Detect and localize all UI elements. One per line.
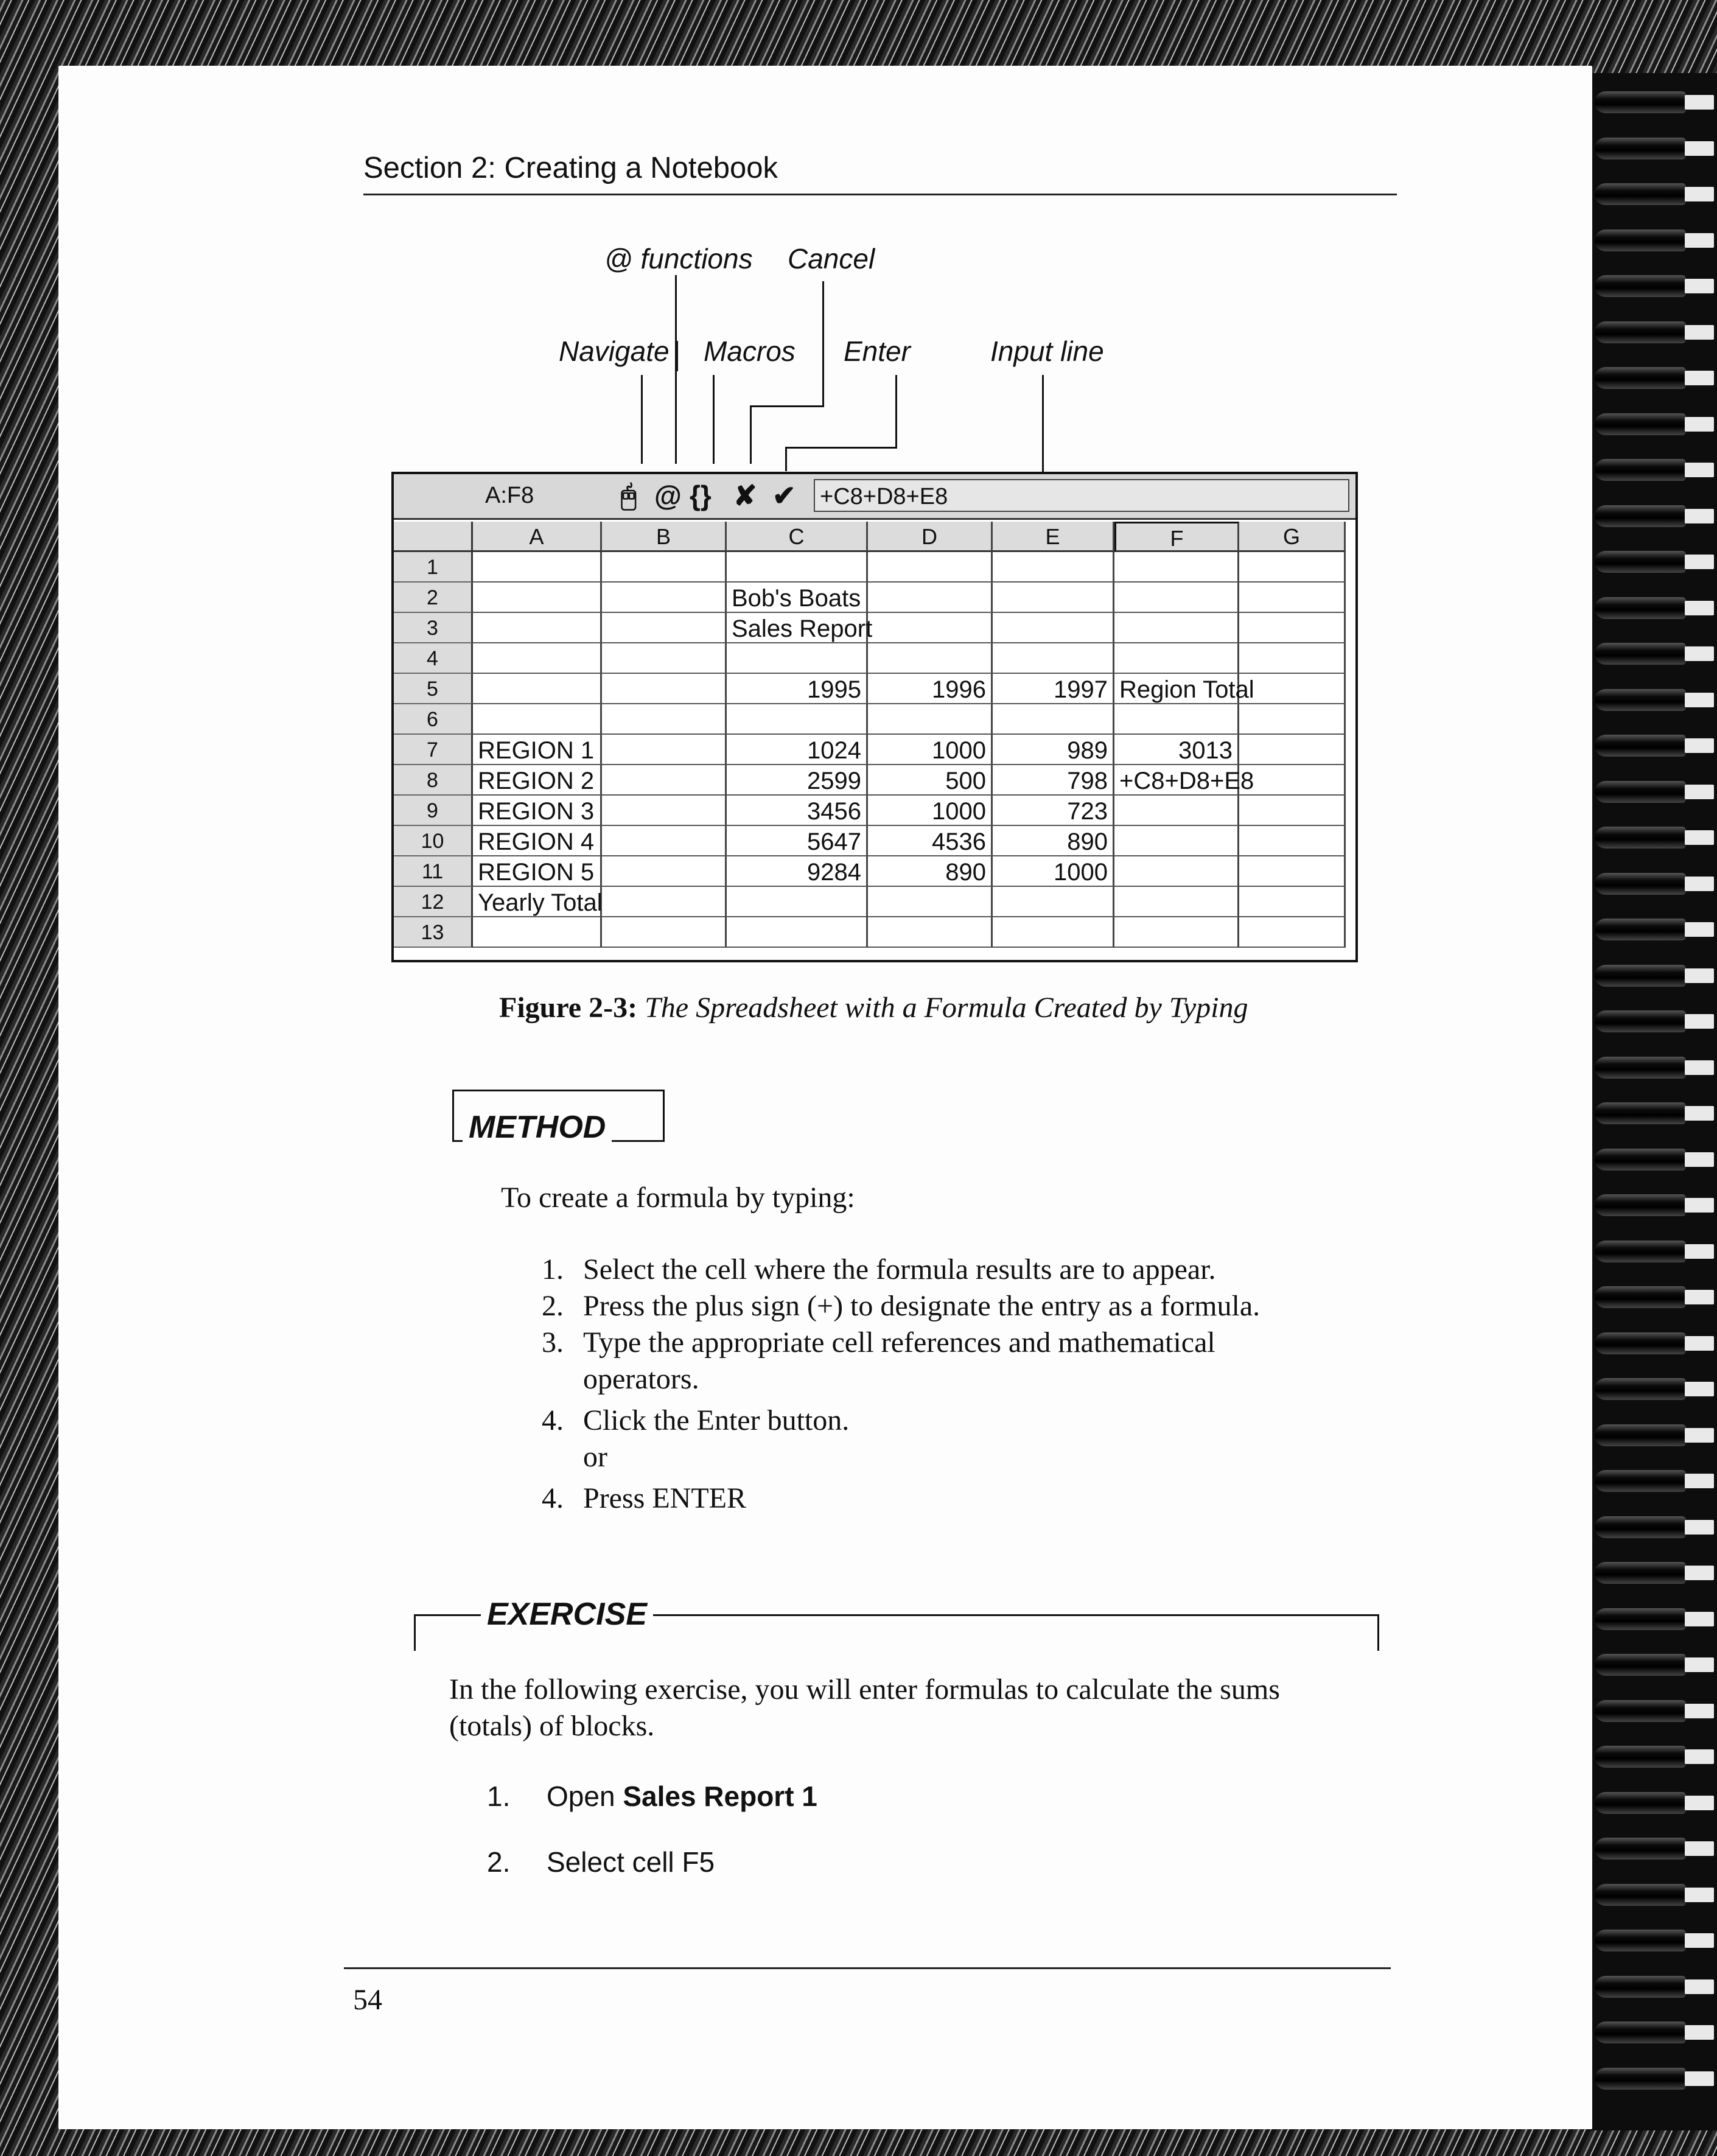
leader-input-line [1042,375,1044,485]
column-header-d[interactable]: D [868,522,993,552]
cell-e2[interactable] [993,583,1114,613]
formula-bar [394,474,1355,520]
cell-a2[interactable] [473,583,602,613]
input-line-field[interactable]: +C8+D8+E8 [814,479,1349,512]
exercise-intro-line2: (totals) of blocks. [449,1710,655,1742]
binding-ring [1595,1884,1686,1906]
row-header-6[interactable]: 6 [394,704,473,735]
callout-enter: Enter [844,335,911,367]
binding-ring [1595,367,1686,389]
cell-c3[interactable]: Sales Report [727,613,868,643]
row-header-11[interactable]: 11 [394,856,473,887]
cell-d11[interactable]: 890 [868,856,993,887]
exercise-step-1-text: Open [547,1780,623,1812]
cell-g2[interactable] [1239,583,1346,613]
cell-d9[interactable]: 1000 [868,796,993,826]
cell-e5[interactable]: 1997 [993,674,1114,704]
cell-a7[interactable]: REGION 1 [473,735,602,765]
cell-a4[interactable] [473,643,602,674]
cell-c8[interactable]: 2599 [727,765,868,796]
binding-ring [1595,459,1686,481]
cell-c7[interactable]: 1024 [727,735,868,765]
binding-ring [1595,1930,1686,1951]
cell-b8[interactable] [602,765,727,796]
page-number: 54 [353,1984,382,2016]
exercise-rule-left [414,1614,416,1651]
cell-f9[interactable] [1114,796,1239,826]
callout-cancel: Cancel [788,243,875,275]
cell-f5[interactable]: Region Total [1114,674,1239,704]
leader-cancel-horizontal [750,405,824,407]
cell-g7[interactable] [1239,735,1346,765]
row-header-8[interactable]: 8 [394,765,473,796]
row-header-5[interactable]: 5 [394,674,473,704]
cell-e10[interactable]: 890 [993,826,1114,856]
binding-ring [1595,919,1686,940]
exercise-intro-line1: In the following exercise, you will enter formulas to calculate the sums [449,1673,1280,1706]
cell-reference-box[interactable]: A:F8 [485,483,534,508]
cell-d5[interactable]: 1996 [868,674,993,704]
cell-c4[interactable] [727,643,868,674]
binding-ring [1595,321,1686,343]
binding-ring [1595,1010,1686,1032]
binding-ring [1595,1378,1686,1400]
binding-ring [1595,735,1686,757]
cell-b4[interactable] [602,643,727,674]
binding-ring [1595,2068,1686,2090]
method-step-number: 4. [542,1404,564,1437]
figure-label: Figure 2-3: [499,992,638,1024]
binding-ring [1595,183,1686,205]
leader-cancel-drop [750,405,752,464]
cell-d10[interactable]: 4536 [868,826,993,856]
cell-b11[interactable] [602,856,727,887]
column-header-e[interactable]: E [993,522,1114,552]
method-step-text: Click the Enter button. [583,1404,850,1437]
binding-ring [1595,643,1686,665]
binding-ring [1595,689,1686,711]
cell-e1[interactable] [993,552,1114,583]
cell-b3[interactable] [602,613,727,643]
cell-a9[interactable]: REGION 3 [473,796,602,826]
leader-enter-drop [785,447,787,471]
corner-cell[interactable] [394,522,473,552]
cell-f10[interactable] [1114,826,1239,856]
cell-d13[interactable] [868,917,993,948]
exercise-step-2-number: 2. [487,1846,511,1878]
cell-e7[interactable]: 989 [993,735,1114,765]
binding-ring [1595,597,1686,619]
book-page [58,66,1592,2129]
cell-f2[interactable] [1114,583,1239,613]
macros-icon[interactable]: {} [690,480,712,511]
binding-ring [1595,229,1686,251]
cell-b5[interactable] [602,674,727,704]
footer-rule [344,1967,1391,1969]
cell-c11[interactable]: 9284 [727,856,868,887]
callout-navigate: Navigate [559,335,670,367]
row-header-4[interactable]: 4 [394,643,473,674]
cell-g3[interactable] [1239,613,1346,643]
cell-g11[interactable] [1239,856,1346,887]
binding-ring [1595,505,1686,527]
figure-caption [499,991,1248,1024]
binding-ring [1595,1194,1686,1216]
binding-ring [1595,1700,1686,1722]
method-label: METHOD [463,1109,612,1146]
cell-a1[interactable] [473,552,602,583]
cell-a12[interactable]: Yearly Total [473,887,602,917]
cell-e9[interactable]: 723 [993,796,1114,826]
binding-ring [1595,965,1686,987]
cell-c6[interactable] [727,704,868,735]
cell-d6[interactable] [868,704,993,735]
binding-ring [1595,1976,1686,1998]
cell-c9[interactable]: 3456 [727,796,868,826]
leader-navigate [641,375,643,464]
method-step-text: or [583,1441,607,1473]
cell-d2[interactable] [868,583,993,613]
cell-f6[interactable] [1114,704,1239,735]
column-header-c[interactable]: C [727,522,868,552]
method-step-number: 4. [542,1482,564,1514]
row-header-12[interactable]: 12 [394,887,473,917]
cell-b12[interactable] [602,887,727,917]
cell-f4[interactable] [1114,643,1239,674]
method-step-text: Select the cell where the formula results are to appear. [583,1253,1216,1286]
column-header-b[interactable]: B [602,522,727,552]
binding-ring [1595,1838,1686,1860]
method-step-text: Press ENTER [583,1482,746,1514]
binding-ring [1595,1470,1686,1492]
navigate-icon[interactable]: 🖰 [620,480,637,511]
binding-ring [1595,1516,1686,1538]
cell-f11[interactable] [1114,856,1239,887]
row-header-9[interactable]: 9 [394,796,473,826]
cell-a11[interactable]: REGION 5 [473,856,602,887]
leader-enter-divider [822,341,824,374]
row-header-7[interactable]: 7 [394,735,473,765]
row-header-3[interactable]: 3 [394,613,473,643]
binding-ring [1595,1424,1686,1446]
spreadsheet-figure [391,472,1358,962]
cell-f12[interactable] [1114,887,1239,917]
exercise-step-1-number: 1. [487,1780,511,1812]
cell-b10[interactable] [602,826,727,856]
cell-g6[interactable] [1239,704,1346,735]
at-functions-icon[interactable]: @ [654,480,682,511]
cell-b1[interactable] [602,552,727,583]
cell-c2[interactable]: Bob's Boats [727,583,868,613]
cell-f1[interactable] [1114,552,1239,583]
cell-c10[interactable]: 5647 [727,826,868,856]
cell-e4[interactable] [993,643,1114,674]
cell-g9[interactable] [1239,796,1346,826]
column-header-f[interactable]: F [1114,522,1239,552]
row-header-13[interactable]: 13 [394,917,473,948]
section-title: Section 2: Creating a Notebook [363,152,778,184]
binding-ring [1595,1149,1686,1171]
binding-ring [1595,1608,1686,1630]
cell-e12[interactable] [993,887,1114,917]
method-step-text: Type the appropriate cell references and mathematical [583,1326,1215,1359]
row-header-1[interactable]: 1 [394,552,473,583]
cell-a8[interactable]: REGION 2 [473,765,602,796]
binding-ring [1595,1286,1686,1308]
method-step-number: 2. [542,1290,564,1322]
cell-b2[interactable] [602,583,727,613]
cell-a13[interactable] [473,917,602,948]
exercise-label: EXERCISE [481,1596,653,1633]
cell-e6[interactable] [993,704,1114,735]
column-header-g[interactable]: G [1239,522,1346,552]
cell-d3[interactable] [868,613,993,643]
binding-ring [1595,138,1686,159]
cell-d1[interactable] [868,552,993,583]
binding-ring [1595,413,1686,435]
cell-g8[interactable] [1239,765,1346,796]
figure-title: The Spreadsheet with a Formula Created by Typing [645,992,1248,1024]
callout-macros: Macros [704,335,796,367]
leader-enter-vertical [895,375,897,448]
binding-ring [1595,1332,1686,1354]
cancel-x-icon[interactable]: ✘ [733,480,757,511]
binding-ring [1595,1057,1686,1079]
cell-d8[interactable]: 500 [868,765,993,796]
binding-ring [1595,827,1686,849]
leader-enter-horizontal [785,447,897,449]
cell-c12[interactable] [727,887,868,917]
leader-macros [713,375,715,464]
method-intro: To create a formula by typing: [501,1181,855,1214]
cell-f7[interactable]: 3013 [1114,735,1239,765]
binding-ring [1595,781,1686,803]
cell-d7[interactable]: 1000 [868,735,993,765]
binding-ring [1595,1562,1686,1584]
binding-ring [1595,1746,1686,1768]
cell-f3[interactable] [1114,613,1239,643]
cell-g10[interactable] [1239,826,1346,856]
cell-b13[interactable] [602,917,727,948]
method-step-text: Press the plus sign (+) to designate the entry as a formula. [583,1290,1261,1322]
exercise-rule-right [1377,1614,1379,1651]
binding-ring [1595,91,1686,113]
cell-b7[interactable] [602,735,727,765]
cell-d4[interactable] [868,643,993,674]
binding-ring [1595,2021,1686,2043]
exercise-step-1-filename: Sales Report 1 [623,1780,817,1812]
cell-c13[interactable] [727,917,868,948]
cell-f13[interactable] [1114,917,1239,948]
callout-at-functions: @ functions [604,243,753,275]
cell-g4[interactable] [1239,643,1346,674]
cell-g1[interactable] [1239,552,1346,583]
cell-g13[interactable] [1239,917,1346,948]
leader-navigate-divider [676,341,678,371]
method-step-text: operators. [583,1363,699,1395]
binding-ring [1595,873,1686,895]
binding-ring [1595,1241,1686,1262]
row-header-10[interactable]: 10 [394,826,473,856]
cell-f8[interactable]: +C8+D8+E8 [1114,765,1239,796]
cell-a5[interactable] [473,674,602,704]
cell-e3[interactable] [993,613,1114,643]
cell-b6[interactable] [602,704,727,735]
row-header-2[interactable]: 2 [394,583,473,613]
method-step-number: 1. [542,1253,564,1286]
binding-ring [1595,1654,1686,1676]
cell-g12[interactable] [1239,887,1346,917]
header-rule [363,194,1397,195]
cell-e11[interactable]: 1000 [993,856,1114,887]
cell-b9[interactable] [602,796,727,826]
cell-c5[interactable]: 1995 [727,674,868,704]
cell-d12[interactable] [868,887,993,917]
exercise-step-1 [547,1780,817,1813]
method-step-number: 3. [542,1326,564,1359]
callout-input-line: Input line [990,335,1104,367]
cell-g5[interactable] [1239,674,1346,704]
binding-ring [1595,551,1686,573]
exercise-step-2-text: Select cell F5 [547,1846,715,1878]
binding-ring [1595,1102,1686,1124]
binding-ring [1595,275,1686,297]
cell-a10[interactable]: REGION 4 [473,826,602,856]
cell-c1[interactable] [727,552,868,583]
cell-a3[interactable] [473,613,602,643]
column-header-a[interactable]: A [473,522,602,552]
binding-ring [1595,1792,1686,1814]
cell-e13[interactable] [993,917,1114,948]
cell-a6[interactable] [473,704,602,735]
cell-e8[interactable]: 798 [993,765,1114,796]
enter-check-icon[interactable]: ✔ [772,480,796,511]
